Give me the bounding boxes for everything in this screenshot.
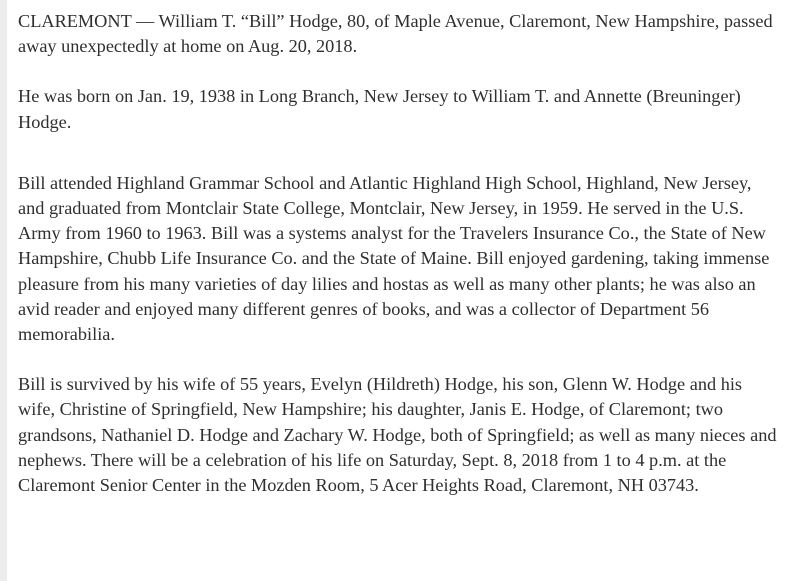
- paragraph-survivors: Bill is survived by his wife of 55 years, Evelyn (Hildreth) Hodge, his son, Glenn W. Hodge and his wife, Christine of Springfield, New Hampshire; his daughter, Janis E. Hodge, of Claremont; two grandsons, Nathaniel D. Hodge and Zachary W. Hodge, both of Springfield; as well as many nieces and nephews. There will be a celebration of his life on Saturday, Sept. 8, 2018 from 1 to 4 p.m. at the Claremont Senior Center in the Mozden Room, 5 Acer Heights Road, Claremont, NH 03743.: [18, 374, 777, 496]
- paragraph-birth: He was born on Jan. 19, 1938 in Long Branch, New Jersey to William T. and Annette (Breuninger) Hodge.: [18, 86, 741, 132]
- obituary-article: [18, 9, 782, 498]
- paragraph-life: Bill attended Highland Grammar School and Atlantic Highland High School, Highland, New Jersey, and graduated from Montclair State College, Montclair, New Jersey, in 1959. He served in the U.S. Army from 1960 to 1963. Bill was a systems analyst for the Travelers Insurance Co., the State of New Hampshire, Chubb Life Insurance Co. and the State of Maine. Bill enjoyed gardening, taking immense pleasure from his many varieties of day lilies and hostas as well as many other plants; he was also an avid reader and enjoyed many different genres of books, and was a collector of Department 56 memorabilia.: [18, 172, 770, 345]
- left-border-bar: [0, 0, 7, 581]
- paragraph-intro: CLAREMONT — William T. “Bill” Hodge, 80, of Maple Avenue, Claremont, New Hampshire, passed away unexpectedly at home on Aug. 20, 2018.: [18, 11, 773, 57]
